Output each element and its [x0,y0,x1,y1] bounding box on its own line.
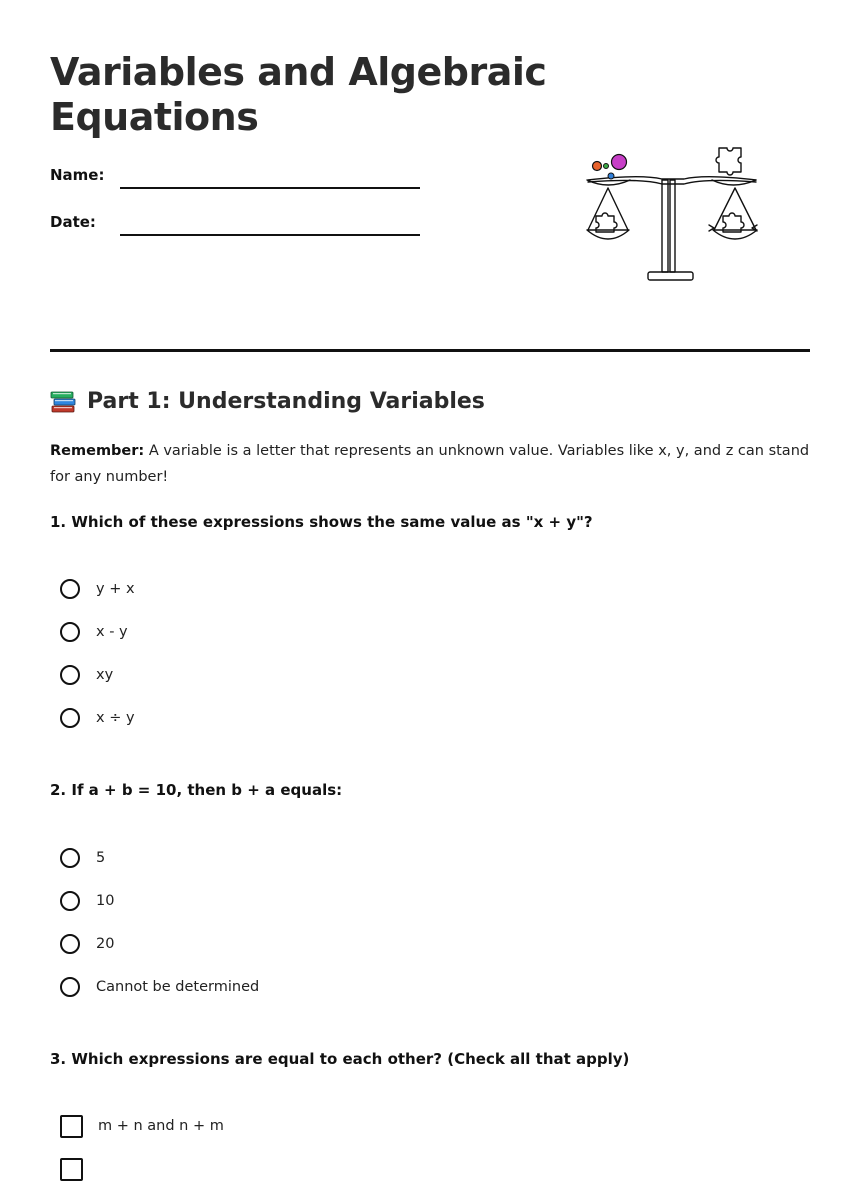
option-label: 20 [96,936,115,952]
checkbox[interactable] [60,1115,83,1138]
name-label: Name: [50,166,105,184]
radio-button[interactable] [60,977,80,997]
option-label: 10 [96,893,115,909]
remember-text: A variable is a letter that represents an unknown value. Variables like x, y, and z can stand for any number! [50,443,810,485]
radio-button[interactable] [60,848,80,868]
remember-note [50,438,810,490]
radio-button[interactable] [60,579,80,599]
q2-option-2[interactable] [60,888,114,914]
option-label: x - y [96,624,128,640]
balance-scale-icon [580,140,765,290]
option-label: Cannot be determined [96,979,260,995]
remember-label: Remember: [50,443,145,459]
q2-option-4[interactable] [60,974,259,1000]
question-2: 2. If a + b = 10, then b + a equals: [50,781,343,799]
worksheet-title: Variables and Algebraic Equations [50,50,547,139]
radio-button[interactable] [60,934,80,954]
radio-button[interactable] [60,708,80,728]
books-icon [50,388,77,414]
q2-option-1[interactable] [60,845,105,871]
q3-option-2[interactable] [60,1156,98,1182]
radio-button[interactable] [60,622,80,642]
option-label: y + x [96,581,135,597]
q1-option-1[interactable] [60,576,135,602]
radio-button[interactable] [60,665,80,685]
option-label: xy [96,667,114,683]
radio-button[interactable] [60,891,80,911]
date-field[interactable] [120,234,420,236]
header-divider [50,349,810,352]
q1-option-4[interactable] [60,705,135,731]
question-3: 3. Which expressions are equal to each other? (Check all that apply) [50,1050,630,1068]
option-label: 5 [96,850,106,866]
q3-option-1[interactable] [60,1113,224,1139]
option-label: x ÷ y [96,710,135,726]
q2-option-3[interactable] [60,931,114,957]
option-label: m + n and n + m [98,1118,224,1134]
question-1: 1. Which of these expressions shows the same value as "x + y"? [50,513,593,531]
name-field[interactable] [120,187,420,189]
part1-heading [50,388,485,414]
q1-option-3[interactable] [60,662,113,688]
part1-title: Part 1: Understanding Variables [87,388,485,414]
q1-option-2[interactable] [60,619,128,645]
date-label: Date: [50,213,96,231]
